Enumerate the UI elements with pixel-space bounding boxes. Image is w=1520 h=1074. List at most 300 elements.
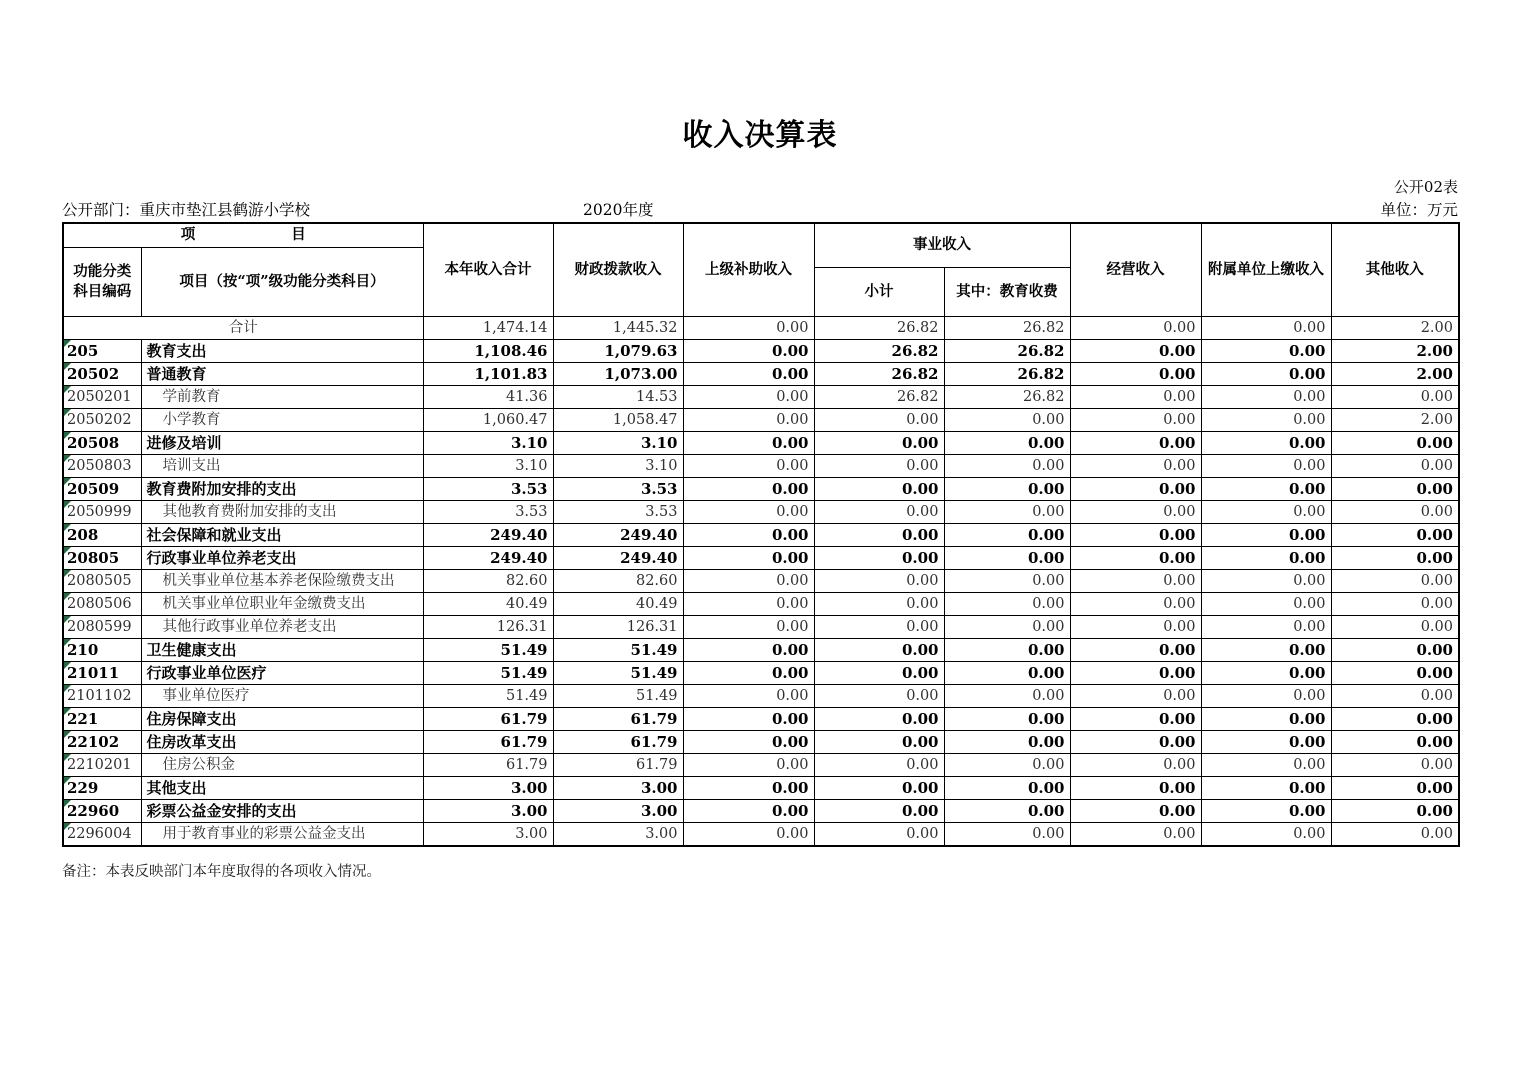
value-cell: 0.00 [1070,454,1201,477]
table-row [63,339,1459,362]
number-stored-as-text-indicator-icon [64,593,71,600]
row-code-cell [63,454,141,477]
value-cell: 26.82 [814,362,944,385]
row-code-cell [63,776,141,799]
value-cell: 0.00 [1201,431,1331,454]
table-row [63,431,1459,454]
row-label: 机关事业单位职业年金缴费支出 [141,592,423,615]
value-cell: 0.00 [1070,569,1201,592]
value-cell: 0.00 [1070,431,1201,454]
value-cell: 0.00 [1331,730,1459,753]
value-cell: 3.00 [423,799,553,822]
row-label: 其他教育费附加安排的支出 [141,500,423,523]
value-cell: 0.00 [814,799,944,822]
value-cell: 61.79 [423,753,553,776]
row-code-cell [63,477,141,500]
table-row [63,661,1459,684]
row-code-text: 2210201 [67,756,132,773]
row-label: 住房改革支出 [141,730,423,753]
number-stored-as-text-indicator-icon [64,386,71,393]
row-code-text: 2296004 [67,825,132,842]
row-code-text: 22102 [67,732,120,751]
value-cell: 249.40 [553,546,683,569]
unit-label: 单位：万元 [1380,201,1458,219]
row-label: 行政事业单位医疗 [141,661,423,684]
row-code-cell [63,500,141,523]
value-cell: 0.00 [1201,477,1331,500]
value-cell: 2.00 [1331,316,1459,339]
page-title: 收入决算表 [682,118,838,153]
value-cell: 0.00 [1201,638,1331,661]
value-cell: 0.00 [1070,638,1201,661]
code-header-line: 科目编码 [73,282,132,300]
number-stored-as-text-indicator-icon [64,662,71,669]
value-cell: 26.82 [944,316,1070,339]
value-cell: 0.00 [1331,684,1459,707]
value-cell: 51.49 [553,661,683,684]
row-label: 机关事业单位基本养老保险缴费支出 [141,569,423,592]
value-cell: 51.49 [423,638,553,661]
value-cell: 0.00 [683,684,814,707]
row-code-cell [63,385,141,408]
value-cell: 0.00 [1201,316,1331,339]
table-row [63,454,1459,477]
value-cell: 0.00 [1201,339,1331,362]
row-label: 其他行政事业单位养老支出 [141,615,423,638]
col-header-affiliated-remittance: 附属单位上缴收入 [1201,223,1331,316]
col-header-education-fee: 其中：教育收费 [944,267,1070,316]
col-header-business-subtotal: 小计 [814,267,944,316]
number-stored-as-text-indicator-icon [64,754,71,761]
value-cell: 0.00 [683,316,814,339]
value-cell: 2.00 [1331,362,1459,385]
value-cell: 2.00 [1331,339,1459,362]
value-cell: 0.00 [683,569,814,592]
row-label: 教育费附加安排的支出 [141,477,423,500]
value-cell: 0.00 [1070,592,1201,615]
value-cell: 0.00 [944,431,1070,454]
value-cell: 0.00 [1070,822,1201,846]
value-cell: 0.00 [944,638,1070,661]
number-stored-as-text-indicator-icon [64,616,71,623]
value-cell: 0.00 [814,615,944,638]
value-cell: 0.00 [944,500,1070,523]
row-label: 社会保障和就业支出 [141,523,423,546]
number-stored-as-text-indicator-icon [64,570,71,577]
value-cell: 0.00 [814,546,944,569]
value-cell: 0.00 [683,753,814,776]
value-cell: 1,101.83 [423,362,553,385]
row-code-text: 22960 [67,801,120,820]
row-code-cell [63,684,141,707]
department-label: 公开部门：重庆市垫江县鹤游小学校 [62,201,311,219]
table-header [63,223,1459,316]
value-cell: 0.00 [1201,776,1331,799]
value-cell: 0.00 [1331,546,1459,569]
value-cell: 0.00 [814,707,944,730]
row-code-text: 2050999 [67,503,132,520]
table-row [63,615,1459,638]
value-cell: 3.53 [553,500,683,523]
value-cell: 0.00 [1201,546,1331,569]
value-cell: 61.79 [423,707,553,730]
value-cell: 3.53 [423,477,553,500]
row-label: 学前教育 [141,385,423,408]
table-meta-line [62,198,1458,221]
value-cell: 0.00 [1201,500,1331,523]
row-code-cell [63,638,141,661]
row-label: 合计 [63,316,423,339]
row-code-text: 2050202 [67,411,132,428]
row-code-text: 210 [67,640,99,659]
value-cell: 3.10 [423,454,553,477]
table-body [63,316,1459,846]
value-cell: 0.00 [1201,408,1331,431]
table-row [63,477,1459,500]
value-cell: 0.00 [944,592,1070,615]
value-cell: 0.00 [683,638,814,661]
table-row [63,822,1459,846]
table-row [63,523,1459,546]
item-group-char: 项 [180,226,196,244]
row-code-cell [63,730,141,753]
number-stored-as-text-indicator-icon [64,524,71,531]
value-cell: 0.00 [1201,707,1331,730]
value-cell: 0.00 [1070,362,1201,385]
row-code-cell [63,431,141,454]
value-cell: 26.82 [814,385,944,408]
number-stored-as-text-indicator-icon [64,800,71,807]
row-code-cell [63,822,141,846]
value-cell: 0.00 [814,684,944,707]
col-header-operating-income: 经营收入 [1070,223,1201,316]
value-cell: 1,445.32 [553,316,683,339]
number-stored-as-text-indicator-icon [64,432,71,439]
value-cell: 0.00 [944,615,1070,638]
value-cell: 0.00 [1331,385,1459,408]
value-cell: 0.00 [1331,822,1459,846]
row-label: 住房公积金 [141,753,423,776]
value-cell: 0.00 [683,546,814,569]
row-label: 住房保障支出 [141,707,423,730]
value-cell: 26.82 [944,385,1070,408]
value-cell: 0.00 [944,569,1070,592]
value-cell: 0.00 [814,730,944,753]
number-stored-as-text-indicator-icon [64,685,71,692]
value-cell: 1,060.47 [423,408,553,431]
sheet-number-label: 公开02表 [1393,178,1458,196]
value-cell: 1,474.14 [423,316,553,339]
value-cell: 0.00 [1201,615,1331,638]
value-cell: 0.00 [814,661,944,684]
value-cell: 0.00 [1070,753,1201,776]
value-cell: 0.00 [944,753,1070,776]
row-code-cell [63,615,141,638]
value-cell: 0.00 [1201,454,1331,477]
row-code-cell [63,362,141,385]
value-cell: 0.00 [1070,339,1201,362]
value-cell: 0.00 [1331,776,1459,799]
value-cell: 0.00 [683,730,814,753]
number-stored-as-text-indicator-icon [64,409,71,416]
row-code-cell [63,799,141,822]
item-group-char: 目 [291,226,306,244]
value-cell: 0.00 [1331,638,1459,661]
value-cell: 1,079.63 [553,339,683,362]
value-cell: 0.00 [1331,431,1459,454]
value-cell: 0.00 [1201,799,1331,822]
col-header-annual-total: 本年收入合计 [423,223,553,316]
value-cell: 3.53 [423,500,553,523]
value-cell: 61.79 [423,730,553,753]
table-row [63,592,1459,615]
table-row [63,707,1459,730]
row-code-cell [63,339,141,362]
value-cell: 0.00 [1070,707,1201,730]
value-cell: 0.00 [683,707,814,730]
value-cell: 0.00 [1201,362,1331,385]
row-label: 进修及培训 [141,431,423,454]
row-label: 教育支出 [141,339,423,362]
number-stored-as-text-indicator-icon [64,547,71,554]
value-cell: 0.00 [944,454,1070,477]
value-cell: 0.00 [683,454,814,477]
value-cell: 0.00 [1070,799,1201,822]
value-cell: 0.00 [814,500,944,523]
row-label: 小学教育 [141,408,423,431]
value-cell: 0.00 [814,523,944,546]
value-cell: 0.00 [944,546,1070,569]
row-code-text: 2080599 [67,618,132,635]
row-label: 培训支出 [141,454,423,477]
value-cell: 14.53 [553,385,683,408]
value-cell: 0.00 [944,684,1070,707]
row-label: 卫生健康支出 [141,638,423,661]
table-row [63,500,1459,523]
value-cell: 26.82 [944,362,1070,385]
value-cell: 3.00 [553,776,683,799]
value-cell: 0.00 [814,638,944,661]
value-cell: 3.10 [553,431,683,454]
col-header-superior-subsidy: 上级补助收入 [683,223,814,316]
value-cell: 0.00 [1331,799,1459,822]
value-cell: 0.00 [683,661,814,684]
value-cell: 0.00 [1201,730,1331,753]
value-cell: 0.00 [814,592,944,615]
value-cell: 2.00 [1331,408,1459,431]
value-cell: 0.00 [683,799,814,822]
value-cell: 0.00 [1070,385,1201,408]
value-cell: 0.00 [944,661,1070,684]
value-cell: 3.10 [423,431,553,454]
row-code-cell [63,546,141,569]
number-stored-as-text-indicator-icon [64,478,71,485]
row-code-text: 20502 [67,364,120,383]
value-cell: 40.49 [423,592,553,615]
value-cell: 0.00 [814,776,944,799]
value-cell: 0.00 [1331,661,1459,684]
value-cell: 0.00 [944,523,1070,546]
value-cell: 51.49 [553,638,683,661]
number-stored-as-text-indicator-icon [64,455,71,462]
col-header-item-group [63,223,423,247]
row-code-text: 20509 [67,479,120,498]
row-code-text: 208 [67,525,99,544]
value-cell: 0.00 [683,362,814,385]
value-cell: 61.79 [553,730,683,753]
row-label: 用于教育事业的彩票公益金支出 [141,822,423,846]
row-code-cell [63,592,141,615]
value-cell: 0.00 [683,822,814,846]
value-cell: 0.00 [944,730,1070,753]
fiscal-year-label: 2020年度 [583,201,654,219]
value-cell: 0.00 [683,776,814,799]
col-header-fiscal-appropriation: 财政拨款收入 [553,223,683,316]
row-code-text: 221 [67,709,99,728]
value-cell: 82.60 [553,569,683,592]
value-cell: 0.00 [1070,684,1201,707]
number-stored-as-text-indicator-icon [64,731,71,738]
number-stored-as-text-indicator-icon [64,823,71,830]
value-cell: 51.49 [423,661,553,684]
value-cell: 126.31 [553,615,683,638]
value-cell: 1,108.46 [423,339,553,362]
value-cell: 1,073.00 [553,362,683,385]
footnote: 备注：本表反映部门本年度取得的各项收入情况。 [62,864,381,880]
row-code-cell [63,661,141,684]
value-cell: 0.00 [1331,523,1459,546]
value-cell: 0.00 [814,569,944,592]
value-cell: 0.00 [1331,500,1459,523]
value-cell: 0.00 [1331,753,1459,776]
value-cell: 0.00 [944,408,1070,431]
row-code-text: 2050201 [67,388,132,405]
table-row [63,684,1459,707]
value-cell: 0.00 [1331,592,1459,615]
value-cell: 51.49 [423,684,553,707]
value-cell: 0.00 [944,822,1070,846]
value-cell: 26.82 [814,316,944,339]
value-cell: 3.53 [553,477,683,500]
value-cell: 3.00 [423,822,553,846]
value-cell: 0.00 [1331,569,1459,592]
table-row [63,385,1459,408]
value-cell: 1,058.47 [553,408,683,431]
value-cell: 0.00 [944,799,1070,822]
value-cell: 51.49 [553,684,683,707]
row-code-cell [63,408,141,431]
col-header-function-code [63,247,141,316]
value-cell: 0.00 [1070,408,1201,431]
row-code-text: 20805 [67,548,120,567]
value-cell: 0.00 [683,615,814,638]
value-cell: 0.00 [1331,615,1459,638]
value-cell: 3.00 [553,822,683,846]
value-cell: 0.00 [1070,523,1201,546]
number-stored-as-text-indicator-icon [64,708,71,715]
number-stored-as-text-indicator-icon [64,501,71,508]
value-cell: 0.00 [1331,477,1459,500]
value-cell: 0.00 [944,477,1070,500]
value-cell: 3.10 [553,454,683,477]
col-header-business-income-group: 事业收入 [814,223,1070,267]
row-code-text: 2101102 [67,687,132,704]
row-code-text: 20508 [67,433,120,452]
number-stored-as-text-indicator-icon [64,777,71,784]
value-cell: 0.00 [1201,753,1331,776]
value-cell: 0.00 [814,431,944,454]
value-cell: 0.00 [683,477,814,500]
value-cell: 0.00 [1201,385,1331,408]
number-stored-as-text-indicator-icon [64,639,71,646]
value-cell: 0.00 [814,408,944,431]
table-row [63,776,1459,799]
row-code-text: 2080506 [67,595,132,612]
table-row [63,408,1459,431]
value-cell: 0.00 [683,500,814,523]
row-label: 事业单位医疗 [141,684,423,707]
value-cell: 0.00 [683,523,814,546]
row-code-text: 229 [67,778,99,797]
value-cell: 3.00 [423,776,553,799]
value-cell: 126.31 [423,615,553,638]
code-header-line: 功能分类 [73,262,132,280]
value-cell: 0.00 [1070,500,1201,523]
row-code-cell [63,753,141,776]
row-label: 其他支出 [141,776,423,799]
value-cell: 3.00 [553,799,683,822]
row-code-text: 2050803 [67,457,132,474]
value-cell: 0.00 [1070,730,1201,753]
row-label: 行政事业单位养老支出 [141,546,423,569]
value-cell: 0.00 [1070,477,1201,500]
number-stored-as-text-indicator-icon [64,340,71,347]
row-code-cell [63,523,141,546]
table-row [63,753,1459,776]
value-cell: 0.00 [1201,523,1331,546]
value-cell: 0.00 [814,477,944,500]
number-stored-as-text-indicator-icon [64,363,71,370]
value-cell: 249.40 [423,523,553,546]
value-cell: 0.00 [814,753,944,776]
value-cell: 0.00 [683,408,814,431]
value-cell: 249.40 [423,546,553,569]
table-row [63,316,1459,339]
row-code-cell [63,707,141,730]
row-label: 普通教育 [141,362,423,385]
value-cell: 0.00 [1201,569,1331,592]
table-row [63,546,1459,569]
col-header-other-income: 其他收入 [1331,223,1459,316]
value-cell: 0.00 [1201,822,1331,846]
value-cell: 41.36 [423,385,553,408]
value-cell: 249.40 [553,523,683,546]
value-cell: 0.00 [1331,707,1459,730]
value-cell: 0.00 [683,339,814,362]
table-row [63,569,1459,592]
value-cell: 0.00 [1070,661,1201,684]
table-row [63,799,1459,822]
value-cell: 0.00 [1201,684,1331,707]
row-code-text: 21011 [67,663,120,682]
income-statement-table [62,222,1460,847]
value-cell: 0.00 [814,822,944,846]
value-cell: 0.00 [1201,661,1331,684]
table-row [63,730,1459,753]
value-cell: 0.00 [1070,776,1201,799]
value-cell: 82.60 [423,569,553,592]
value-cell: 0.00 [1070,316,1201,339]
